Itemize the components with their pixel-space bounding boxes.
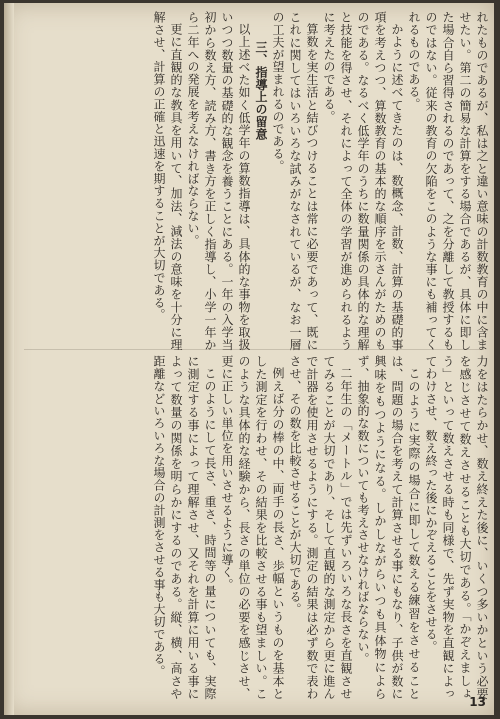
- upper-paragraph-4: 以上述べた如く低学年の算数指導は、具体的な事物を取扱いつつ数量の基礎的な観念を養うことにある。一年の入学当初から数え方、読み方、書き方を正しく指導し、小学一年から二年への発展を考えなければならない。: [186, 11, 251, 351]
- upper-paragraph-2: かように述べてきたのは、数概念、計数、計算の基礎的事項を考えつつ、算数教育の基本的な順序を示さんがためのものである。なるべく低学年のうちに数量関係の具体的な理解と技能を得させ、それによって全体の学習が進められるように考えたのである。: [322, 11, 404, 351]
- upper-text-block: [20, 11, 490, 351]
- lower-paragraph-5: このようにして長さ、重さ、時間等の量についても、実際に測定する事によって理解させ、又それを計算に用いる事によって数量の関係を明らかにするのである。縦、横、高さや距離などいろいろな場合の計測をさせる事も大切である。: [152, 355, 217, 700]
- upper-paragraph-1: れたものであるが、私は之と違い意味の計数教育の中に含ませたい。第二の簡易な計算をする場合であるが、具体に即した場合自ら習得されるのであって、之を分離して教授するものではない。従来の教育の欠陥をこのような事にも補ってくれるものである。: [407, 11, 489, 351]
- document-page: [4, 3, 494, 715]
- lower-paragraph-2: このように実際の場合に即して数える練習をさせることは、問題の場合を考えて計算させる事にもなり、子供が数に興味をもつようになる。しかしながらいつも具体物によらず、抽象的な数についても考えさせなければならない。: [356, 355, 421, 700]
- lower-paragraph-3: 二年生の「メートル」では先ずいろいろな長さを直観させてみることが大切であり、そして直観的な測定から更に進んで計器を使用させるようにする。測定の結果は必ず数で表わさせ、その数を比較させることが大切である。: [288, 355, 353, 700]
- upper-paragraph-5: 更に直観的な教具を用いて、加法、減法の意味を十分に理解させ、計算の正確と迅速を期することが大切である。: [152, 11, 183, 351]
- page-binding-shadow: [4, 3, 14, 715]
- lower-paragraph-4: 例えば分の棒の中、両手の長さ、歩幅というものを基本とした測定を行わせ、その結果を比較させる事も望ましい。このような具体的な経験から、長さの単位の必要を感じさせ、更に正しい単位を用いさせるように導く。: [220, 355, 285, 700]
- column-divider: [24, 349, 484, 350]
- lower-paragraph-1: 力をはたらかせ、数え終えた後に、いくつ多いかという必要を感じさせて数えさせることも大切である。「かぞえましょう」といって数えさせる時も同様で、先ず実物を直観によってわけさせ、数え終った後にかぞえることをさせる。: [424, 355, 489, 700]
- lower-text-block: [20, 355, 490, 700]
- page-number: 13: [469, 695, 486, 709]
- section-heading: 三、指導上の留意: [254, 41, 268, 141]
- upper-paragraph-3: 算数を実生活と結びつけることは常に必要であって、既にこれに関してはいろいろな試みがなされているが、なお一層の工夫が望まれるのである。: [271, 11, 319, 351]
